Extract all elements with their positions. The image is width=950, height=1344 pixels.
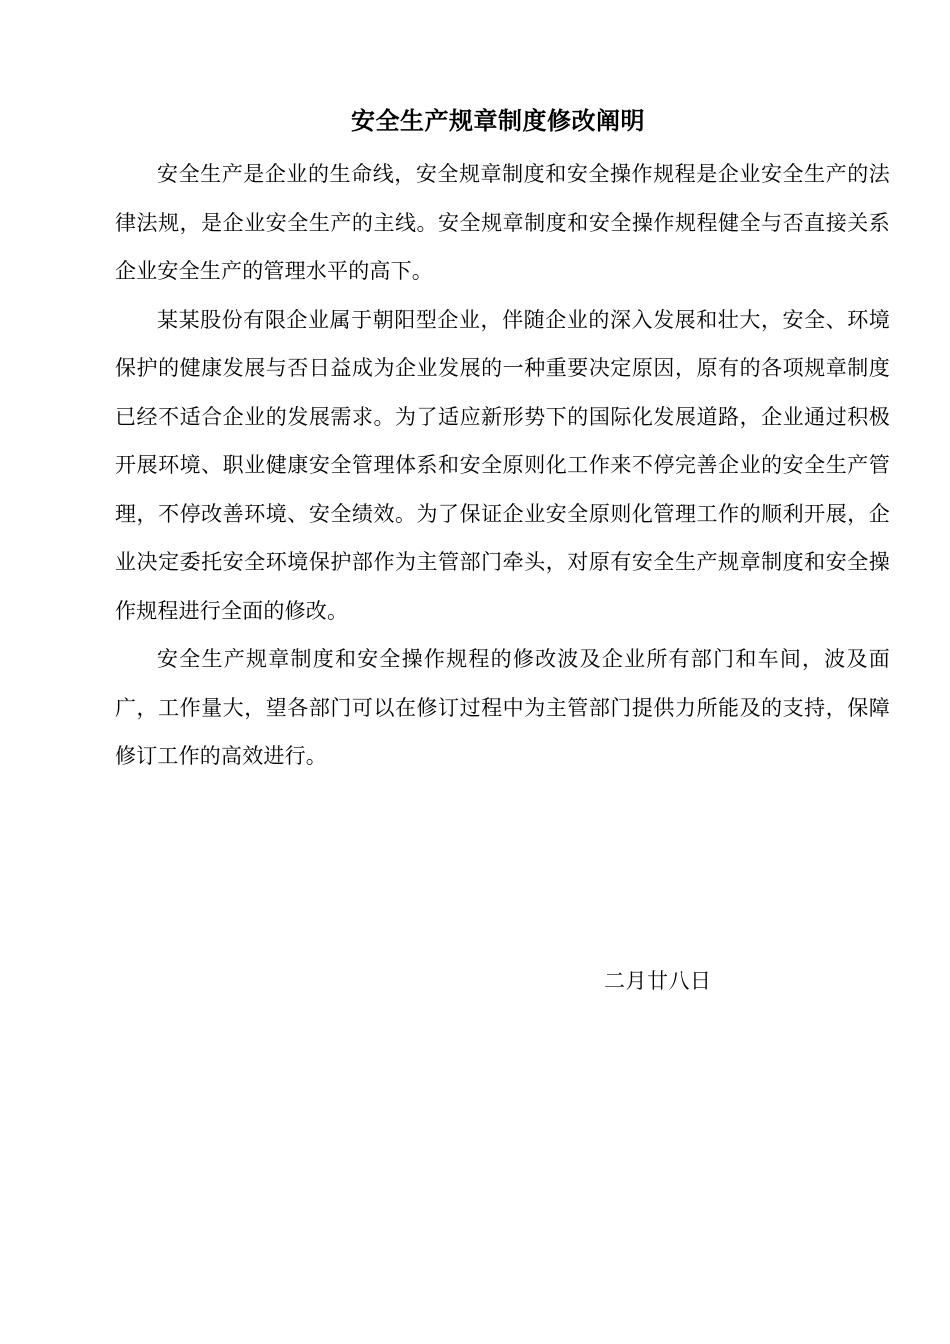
paragraph-2: 某某股份有限企业属于朝阳型企业，伴随企业的深入发展和壮大，安全、环境保护的健康发展与否日益成为企业发展的一种重要决定原因，原有的各项规章制度已经不适合企业的发展需求。为了适应新形势下的国际化发展道路，企业通过积极开展环境、职业健康安全管理体系和安全原则化工作来不停完善企业的安全生产管理，不停改善环境、安全绩效。为了保证企业安全原则化管理工作的顺利开展，企业决定委托安全环境保护部作为主管部门牵头，对原有安全生产规章制度和安全操作规程进行全面的修改。: [115, 307, 890, 623]
document-date: 二月廿八日: [604, 969, 712, 993]
paragraph-3: 安全生产规章制度和安全操作规程的修改波及企业所有部门和车间，波及面广，工作量大，望各部门可以在修订过程中为主管部门提供力所能及的支持，保障修订工作的高效进行。: [115, 647, 890, 768]
paragraph-1: 安全生产是企业的生命线，安全规章制度和安全操作规程是企业安全生产的法律法规，是企业安全生产的主线。安全规章制度和安全操作规程健全与否直接关系企业安全生产的管理水平的高下。: [115, 162, 890, 283]
document-body: [115, 150, 890, 781]
document-title: 安全生产规章制度修改阐明: [351, 106, 645, 135]
